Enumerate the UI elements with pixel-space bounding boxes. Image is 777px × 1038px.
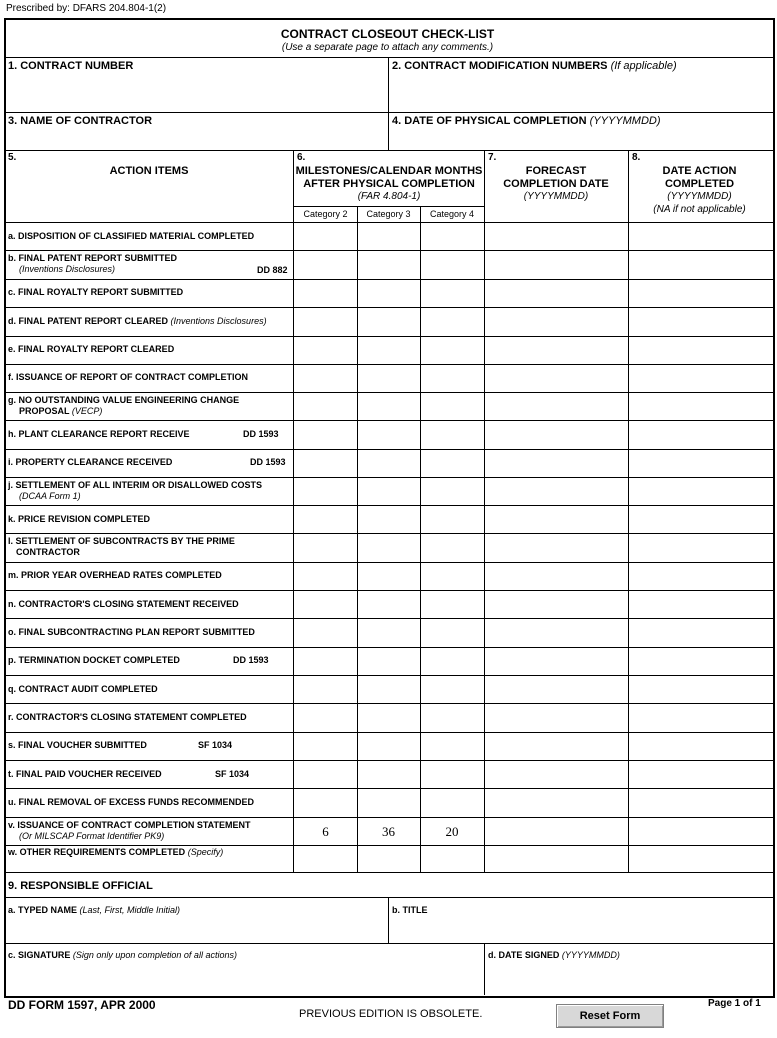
action-item-v: v. ISSUANCE OF CONTRACT COMPLETION STATEMENT (Or MILSCAP Format Identifier PK9)	[8, 820, 251, 841]
action-item-f: f. ISSUANCE OF REPORT OF CONTRACT COMPLETION	[8, 372, 248, 382]
item-v-category-4-value[interactable]: 20	[445, 824, 459, 839]
reset-form-button[interactable]: Reset Form	[556, 1004, 664, 1028]
action-item-h: h. PLANT CLEARANCE REPORT RECEIVE DD 1593	[8, 429, 279, 439]
page-indicator: Page 1 of 1	[708, 998, 761, 1009]
contract-number-label: 1. CONTRACT NUMBER	[8, 60, 134, 72]
action-item-l: l. SETTLEMENT OF SUBCONTRACTS BY THE PRIME CONTRACTOR	[8, 536, 235, 557]
form-identifier: DD FORM 1597, APR 2000	[8, 998, 156, 1012]
action-item-b-form-code: DD 882	[257, 265, 288, 275]
forecast-header-line2: COMPLETION DATE	[503, 178, 609, 190]
title-label: b. TITLE	[392, 905, 428, 915]
form-subtitle: (Use a separate page to attach any comments.)	[281, 42, 494, 53]
contract-number-field[interactable]	[6, 74, 386, 110]
action-item-t-form-code: SF 1034	[215, 769, 250, 779]
form-title: CONTRACT CLOSEOUT CHECK-LIST	[280, 27, 495, 41]
category-3-header: Category 3	[366, 209, 411, 219]
responsible-official-header: 9. RESPONSIBLE OFFICIAL	[8, 880, 153, 892]
action-item-i: i. PROPERTY CLEARANCE RECEIVED DD 1593	[8, 457, 286, 467]
action-item-s-form-code: SF 1034	[198, 740, 233, 750]
action-item-p: p. TERMINATION DOCKET COMPLETED DD 1593	[8, 655, 269, 665]
action-item-n: n. CONTRACTOR'S CLOSING STATEMENT RECEIVED	[8, 599, 239, 609]
action-item-w: w. OTHER REQUIREMENTS COMPLETED (Specify)	[8, 847, 224, 857]
previous-edition-notice: PREVIOUS EDITION IS OBSOLETE.	[299, 1008, 483, 1020]
action-item-e: e. FINAL ROYALTY REPORT CLEARED	[8, 344, 175, 354]
action-item-s: s. FINAL VOUCHER SUBMITTED SF 1034	[8, 740, 233, 750]
action-item-d: d. FINAL PATENT REPORT CLEARED (Inventions Disclosures)	[8, 316, 267, 326]
col5-number: 5.	[8, 152, 17, 163]
col7-number: 7.	[488, 152, 497, 163]
action-item-i-form-code: DD 1593	[250, 457, 286, 467]
date-signed-field[interactable]	[486, 963, 768, 991]
signature-label: c. SIGNATURE (Sign only upon completion of all actions)	[8, 950, 237, 960]
action-item-u: u. FINAL REMOVAL OF EXCESS FUNDS RECOMMENDED	[8, 797, 255, 807]
action-item-g: g. NO OUTSTANDING VALUE ENGINEERING CHANGE PROPOSAL (VECP)	[8, 395, 240, 416]
contractor-name-label: 3. NAME OF CONTRACTOR	[8, 115, 153, 127]
item-v-category-2-value[interactable]: 6	[322, 824, 329, 839]
action-item-k: k. PRICE REVISION COMPLETED	[8, 514, 151, 524]
typed-name-label: a. TYPED NAME (Last, First, Middle Initial)	[8, 905, 181, 915]
category-2-header: Category 2	[303, 209, 348, 219]
date-completed-header-line2: COMPLETED	[664, 178, 735, 190]
action-item-c: c. FINAL ROYALTY REPORT SUBMITTED	[8, 287, 184, 297]
physical-completion-field[interactable]	[390, 128, 768, 148]
action-item-q: q. CONTRACT AUDIT COMPLETED	[8, 684, 158, 694]
date-signed-label: d. DATE SIGNED (YYYYMMDD)	[488, 950, 620, 960]
prescribed-by: Prescribed by: DFARS 204.804-1(2)	[6, 3, 167, 14]
date-completed-header-line1: DATE ACTION	[662, 165, 737, 177]
action-item-o: o. FINAL SUBCONTRACTING PLAN REPORT SUBMITTED	[8, 627, 255, 637]
milestones-header-line2: AFTER PHYSICAL COMPLETION	[303, 178, 475, 190]
col6-number: 6.	[297, 152, 306, 163]
forecast-header-line1: FORECAST	[525, 165, 587, 177]
date-completed-header-note1: (YYYYMMDD)	[667, 191, 732, 202]
modification-numbers-field[interactable]	[390, 74, 768, 110]
action-item-p-form-code: DD 1593	[233, 655, 269, 665]
action-item-j: j. SETTLEMENT OF ALL INTERIM OR DISALLOWED COSTS (DCAA Form 1)	[8, 480, 262, 501]
forecast-header-note: (YYYYMMDD)	[523, 191, 589, 202]
typed-name-field[interactable]	[6, 918, 386, 942]
action-items-header: ACTION ITEMS	[109, 165, 189, 177]
action-item-b: b. FINAL PATENT REPORT SUBMITTED (Inventions Disclosures) DD 882	[8, 253, 288, 275]
action-item-h-form-code: DD 1593	[243, 429, 279, 439]
category-4-header: Category 4	[429, 209, 475, 219]
action-item-t: t. FINAL PAID VOUCHER RECEIVED SF 1034	[8, 769, 250, 779]
action-item-m: m. PRIOR YEAR OVERHEAD RATES COMPLETED	[8, 570, 222, 580]
signature-field[interactable]	[6, 963, 482, 991]
item-v-category-3-value[interactable]: 36	[382, 824, 395, 839]
date-completed-header-note2: (NA if not applicable)	[653, 204, 746, 215]
col8-number: 8.	[632, 152, 641, 163]
action-item-r: r. CONTRACTOR'S CLOSING STATEMENT COMPLETED	[8, 712, 247, 722]
contractor-name-field[interactable]	[6, 128, 386, 148]
milestones-header-note: (FAR 4.804-1)	[357, 191, 421, 202]
title-field[interactable]	[390, 918, 768, 942]
action-item-a: a. DISPOSITION OF CLASSIFIED MATERIAL COMPLETED	[8, 231, 255, 241]
milestones-header-line1: MILESTONES/CALENDAR MONTHS	[295, 165, 483, 177]
physical-completion-label: 4. DATE OF PHYSICAL COMPLETION (YYYYMMDD)	[392, 115, 661, 127]
modification-numbers-label: 2. CONTRACT MODIFICATION NUMBERS (If applicable)	[392, 60, 677, 72]
